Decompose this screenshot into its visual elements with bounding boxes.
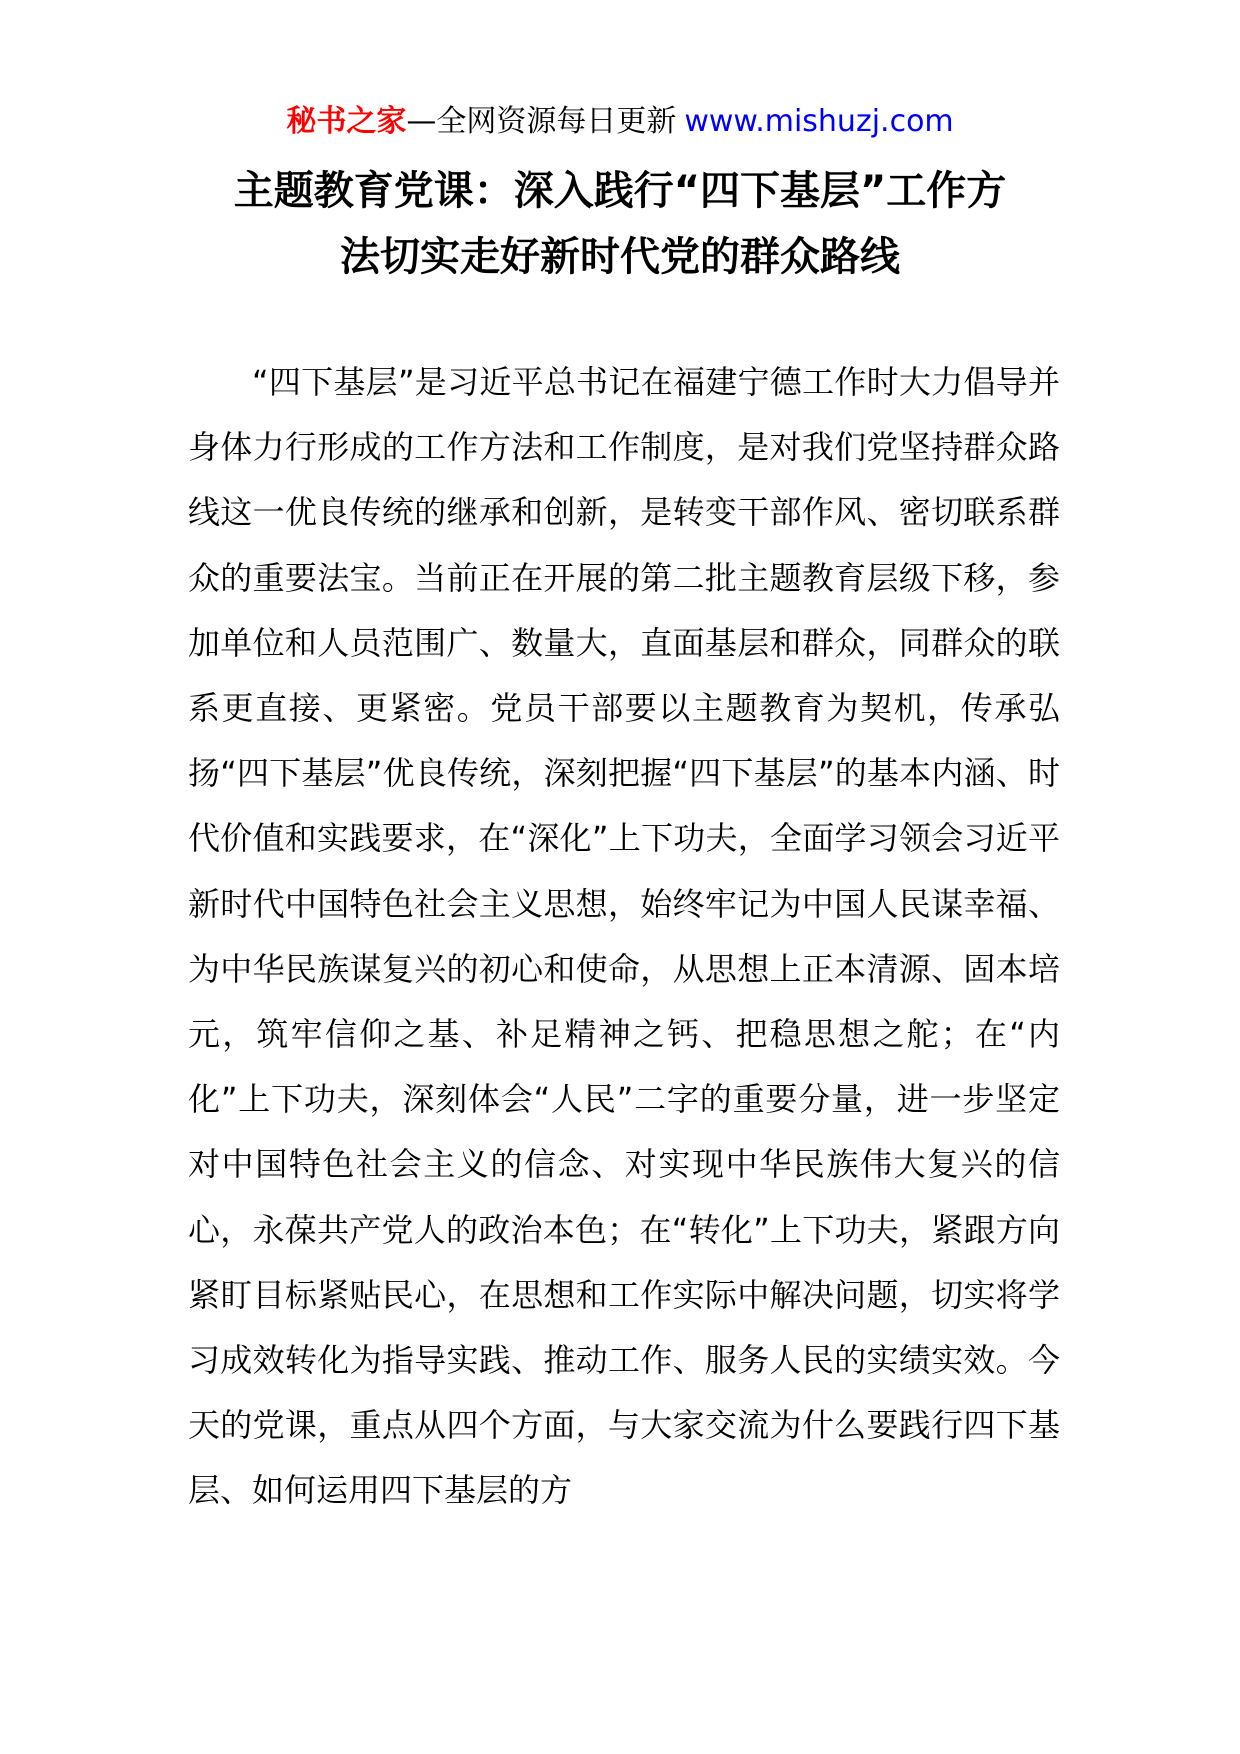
site-header bbox=[0, 100, 1240, 144]
site-tagline: —全网资源每日更新 bbox=[406, 104, 677, 139]
site-brand: 秘书之家 bbox=[286, 104, 407, 139]
document-title-line-2: 法切实走好新时代党的群众路线 bbox=[340, 234, 900, 280]
site-url-link[interactable]: www.mishuzj.com bbox=[684, 104, 954, 139]
body-paragraph: “四下基层”是习近平总书记在福建宁德工作时大力倡导并身体力行形成的工作方法和工作制度，是对我们党坚持群众路线这一优良传统的继承和创新，是转变干部作风、密切联系群众的重要法宝。当前正在开展的第二批主题教育层级下移，参加单位和人员范围广、数量大，直面基层和群众，同群众的联系更直接、更紧密。党员干部要以主题教育为契机，传承弘扬“四下基层”优良传统，深刻把握“四下基层”的基本内涵、时代价值和实践要求，在“深化”上下功夫，全面学习领会习近平新时代中国特色社会主义思想，始终牢记为中国人民谋幸福、为中华民族谋复兴的初心和使命，从思想上正本清源、固本培元，筑牢信仰之基、补足精神之钙、把稳思想之舵；在“内化”上下功夫，深刻体会“人民”二字的重要分量，进一步坚定对中国特色社会主义的信念、对实现中华民族伟大复兴的信心，永葆共产党人的政治本色；在“转化”上下功夫，紧跟方向紧盯目标紧贴民心，在思想和工作实际中解决问题，切实将学习成效转化为指导实践、推动工作、服务人民的实绩实效。今天的党课，重点从四个方面，与大家交流为什么要践行四下基层、如何运用四下基层的方 bbox=[188, 363, 1060, 1510]
document-title bbox=[150, 158, 1090, 290]
document-title-line-1: 主题教育党课：深入践行“四下基层”工作方 bbox=[233, 168, 1007, 214]
